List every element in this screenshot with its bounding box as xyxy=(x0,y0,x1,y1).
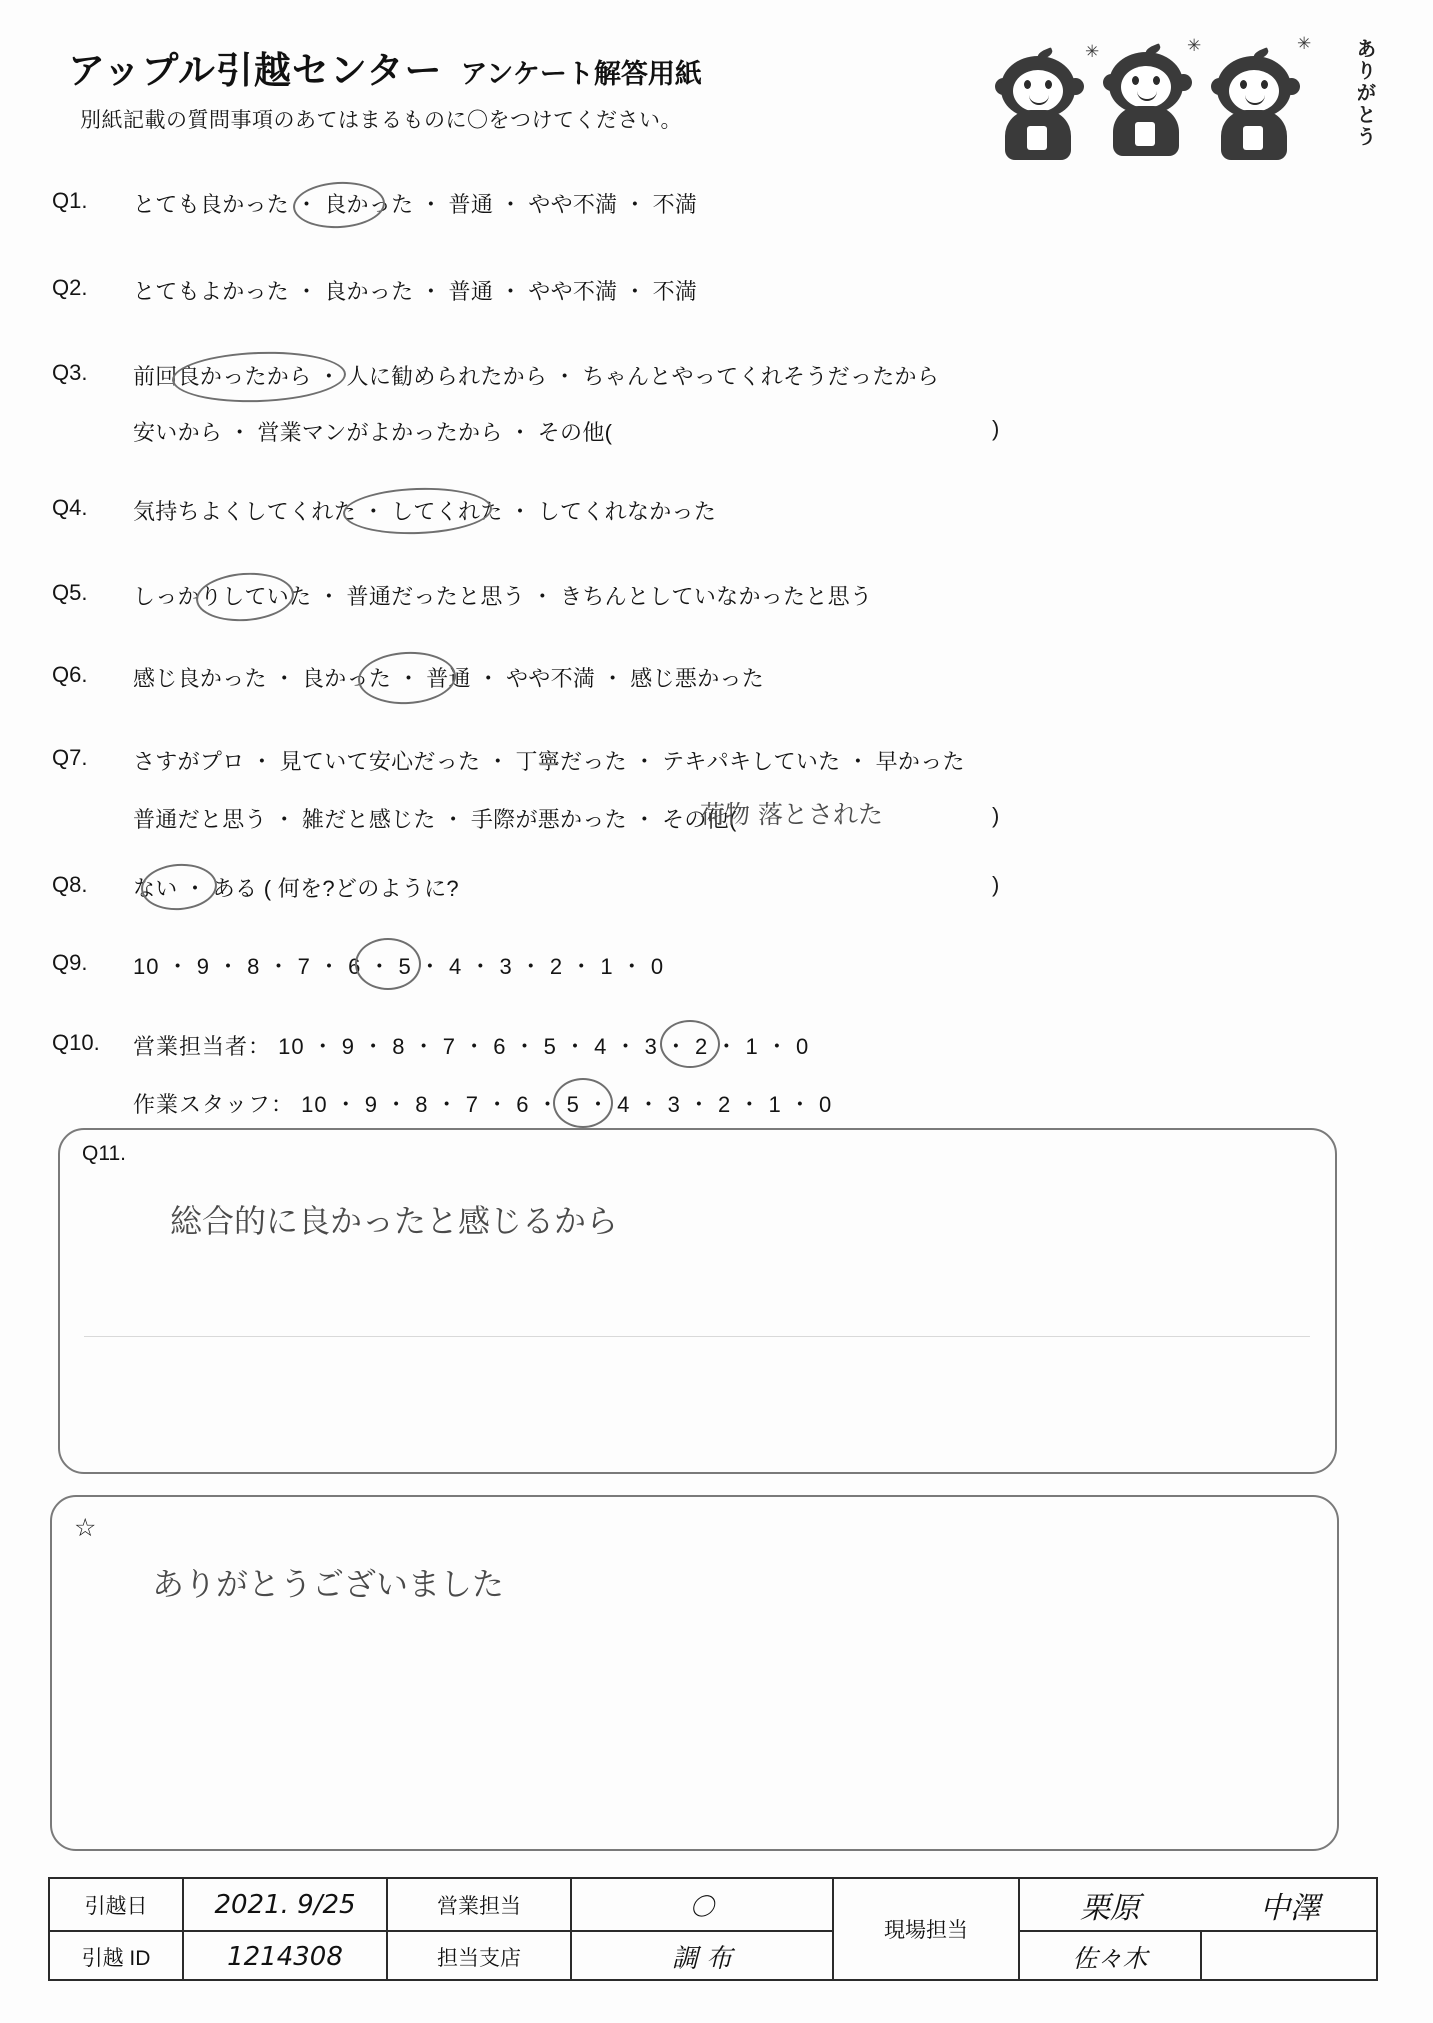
question-q7-other-close-paren: ) xyxy=(992,803,1000,828)
monkey-icon xyxy=(1101,46,1193,158)
sparkle-icon: ✳ xyxy=(1297,34,1312,53)
comment-freetext-box[interactable] xyxy=(50,1495,1339,1851)
question-text-q3-line1[interactable]: 前回良かったから ・ 人に勧められたから ・ ちゃんとやってくれそうだったから xyxy=(133,364,940,389)
question-text-q6[interactable]: 感じ良かった ・ 良かった ・ 普通 ・ やや不満 ・ 感じ悪かった xyxy=(133,666,765,691)
handwritten-comment: ありがとうございました xyxy=(152,1565,505,1603)
question-text-q7-line1[interactable]: さすがプロ ・ 見ていて安心だった ・ 丁寧だった ・ テキパキしていた ・ 早かった xyxy=(133,749,965,774)
question-label-q10: Q10. xyxy=(52,1030,100,1055)
footer-value-site-rep-3: 佐々木 xyxy=(1072,1943,1148,1973)
question-label-q6: Q6. xyxy=(52,662,88,687)
footer-label-sales-rep: 営業担当 xyxy=(437,1894,521,1918)
sparkle-icon: ✳ xyxy=(1187,36,1202,55)
handwritten-answer-q7-other: 荷物 落とされた xyxy=(700,800,883,829)
thank-you-vertical-text: ありがとう xyxy=(1353,38,1375,148)
ruled-line xyxy=(84,1336,1310,1337)
q11-freetext-box[interactable] xyxy=(58,1128,1337,1474)
page-subtitle: アンケート解答用紙 xyxy=(460,59,702,89)
question-text-q9[interactable]: 10 ・ 9 ・ 8 ・ 7 ・ 6 ・ 5 ・ 4 ・ 3 ・ 2 ・ 1 ・ 0 xyxy=(133,954,665,979)
brand-title: アップル引越センター xyxy=(68,50,443,91)
monkey-icon xyxy=(1209,50,1301,162)
instruction-text: 別紙記載の質問事項のあてはまるものに〇をつけてください。 xyxy=(80,109,682,132)
question-text-q10-staff[interactable]: 作業スタッフ： 10 ・ 9 ・ 8 ・ 7 ・ 6 ・ 5 ・ 4 ・ 3 ・ 2 ・ 1 ・ 0 xyxy=(133,1092,833,1117)
question-q8-close-paren: ) xyxy=(992,872,1000,897)
footer-value-move-id: 1214308 xyxy=(227,1941,343,1972)
footer-value-site-rep-2: 中澤 xyxy=(1260,1890,1320,1926)
question-label-q2: Q2. xyxy=(52,275,88,300)
footer-value-site-rep-4 xyxy=(1202,1932,1378,1981)
question-text-q2[interactable]: とてもよかった ・ 良かった ・ 普通 ・ やや不満 ・ 不満 xyxy=(133,279,698,304)
footer-label-move-id: 引越 ID xyxy=(81,1946,151,1970)
question-text-q4[interactable]: 気持ちよくしてくれた ・ してくれた ・ してくれなかった xyxy=(133,499,717,524)
mascot-illustration xyxy=(981,28,1381,168)
handwritten-answer-q11: 総合的に良かったと感じるから xyxy=(170,1202,619,1240)
question-label-q4: Q4. xyxy=(52,495,88,520)
question-label-q9: Q9. xyxy=(52,950,88,975)
footer-value-sales-rep: 〇 xyxy=(690,1893,714,1921)
question-label-q7: Q7. xyxy=(52,745,88,770)
footer-value-move-date: 2021. 9/25 xyxy=(214,1889,356,1920)
footer-value-branch: 調 布 xyxy=(671,1944,733,1974)
question-label-q5: Q5. xyxy=(52,580,88,605)
footer-label-move-date: 引越日 xyxy=(84,1894,148,1918)
footer-label-site-rep: 現場担当 xyxy=(884,1919,968,1942)
sparkle-icon: ✳ xyxy=(1085,42,1100,61)
question-label-q3: Q3. xyxy=(52,360,88,385)
question-text-q1[interactable]: とても良かった ・ 良かった ・ 普通 ・ やや不満 ・ 不満 xyxy=(133,192,698,217)
question-text-q7-line2[interactable]: 普通だと思う ・ 雑だと感じた ・ 手際が悪かった ・ その他( xyxy=(133,807,737,832)
q11-label: Q11. xyxy=(82,1142,126,1165)
question-text-q5[interactable]: しっかりしていた ・ 普通だったと思う ・ きちんとしていなかったと思う xyxy=(133,584,873,609)
star-icon: ☆ xyxy=(74,1514,97,1542)
question-text-q8[interactable]: ない ・ ある ( 何を?どのように? xyxy=(133,876,459,901)
question-q3-other-close-paren: ) xyxy=(992,416,1000,441)
question-label-q8: Q8. xyxy=(52,872,88,897)
footer-value-site-rep-1: 栗原 xyxy=(1080,1890,1140,1926)
question-label-q1: Q1. xyxy=(52,188,88,213)
footer-table xyxy=(48,1877,1378,1981)
footer-label-branch: 担当支店 xyxy=(437,1946,521,1970)
question-text-q10-sales[interactable]: 営業担当者： 10 ・ 9 ・ 8 ・ 7 ・ 6 ・ 5 ・ 4 ・ 3 ・ 2 ・ 1 ・ 0 xyxy=(133,1034,810,1059)
question-text-q3-line2[interactable]: 安いから ・ 営業マンがよかったから ・ その他( xyxy=(133,420,613,445)
monkey-icon xyxy=(993,50,1085,162)
